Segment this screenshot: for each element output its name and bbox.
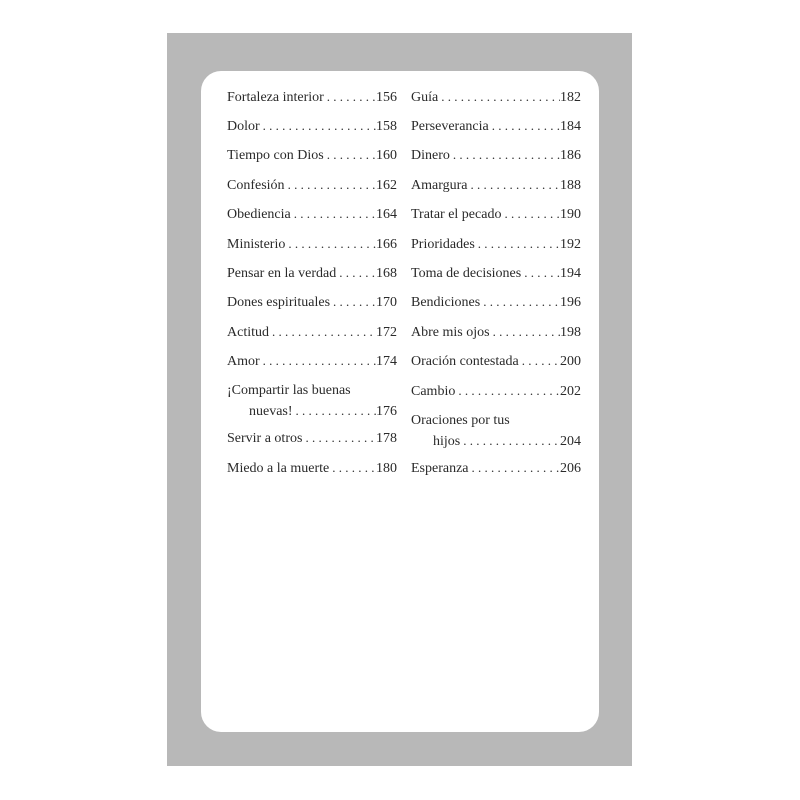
toc-entry [411,413,581,449]
toc-entry-page: 184 [560,119,581,134]
toc-entry-title: Prioridades [411,237,475,252]
toc-entry-page: 192 [560,237,581,252]
dot-leader [490,324,560,339]
toc-entry [227,147,397,163]
toc-entry-page: 180 [376,461,397,476]
toc-entry-page: 162 [376,178,397,193]
toc-entry-title: Miedo a la muerte [227,461,330,476]
toc-entry [227,324,397,340]
toc-entry-page: 198 [560,325,581,340]
toc-entry-page: 200 [560,354,581,369]
toc-entry-title: Toma de decisiones [411,266,522,281]
dot-leader [291,206,376,221]
toc-entry-title: Confesión [227,178,285,193]
dot-leader [329,460,376,475]
toc-entry-title-cont: hijos [433,434,461,449]
toc-entry [227,236,397,252]
dot-leader [260,353,376,368]
toc-entry-page: 186 [560,148,581,163]
toc-entry-title: Oración contestada [411,354,519,369]
dot-leader [285,236,376,251]
dot-leader [302,430,376,445]
dot-leader [324,89,376,104]
toc-entry-title: Tiempo con Dios [227,148,324,163]
toc-entry-title: Oraciones por tus [411,413,510,428]
toc-entry-title: Ministerio [227,237,286,252]
toc-entry-page: 160 [376,148,397,163]
dot-leader [475,236,560,251]
toc-entry-title: Dinero [411,148,450,163]
dot-leader [450,147,560,162]
toc-entry-page: 182 [560,90,581,105]
toc-entry-page: 172 [376,325,397,340]
dot-leader [519,353,560,368]
toc-entry [411,460,581,476]
toc-entry [227,353,397,369]
toc-entry-page: 178 [376,431,397,446]
toc-entry [411,383,581,399]
toc-entry [227,118,397,134]
dot-leader [460,433,560,448]
toc-entry [227,383,397,419]
toc-entry-title: Dolor [227,119,260,134]
dot-leader [336,265,376,280]
toc-entry [411,118,581,134]
toc-entry [227,265,397,281]
toc-entry-page: 170 [376,295,397,310]
toc-entry-page: 156 [376,90,397,105]
dot-leader [330,294,376,309]
toc-entry [227,430,397,446]
toc-entry-title: Perseverancia [411,119,489,134]
toc-entry-title: Guía [411,90,439,105]
dot-leader [501,206,560,221]
toc-entry [411,236,581,252]
toc-entry [227,294,397,310]
dot-leader [269,324,376,339]
toc-entry [411,265,581,281]
dot-leader [455,383,560,398]
dot-leader [324,147,376,162]
toc-entry [411,294,581,310]
dot-leader [293,403,376,418]
toc-entry-title: Servir a otros [227,431,303,446]
toc-entry-title-cont: nuevas! [249,404,293,419]
dot-leader [468,177,561,192]
toc-entry-page: 206 [560,461,581,476]
toc-entry-title: Pensar en la verdad [227,266,337,281]
toc-entry-page: 164 [376,207,397,222]
toc-entry-title: Dones espirituales [227,295,331,310]
toc-entry-title: ¡Compartir las buenas [227,383,351,398]
toc-entry-title: Tratar el pecado [411,207,502,222]
dot-leader [438,89,560,104]
toc-entry-page: 188 [560,178,581,193]
toc-entry-title: Obediencia [227,207,291,222]
dot-leader [285,177,376,192]
toc-entry [227,460,397,476]
toc-entry-page: 174 [376,354,397,369]
toc-entry [411,324,581,340]
toc-entry-title: Fortaleza interior [227,90,324,105]
toc-entry-page: 176 [376,404,397,419]
toc-entry [411,206,581,222]
toc-entry-page: 194 [560,266,581,281]
toc-entry [411,177,581,193]
toc-entry-page: 190 [560,207,581,222]
toc-entry [411,147,581,163]
toc-entry-page: 166 [376,237,397,252]
toc-entry-title: Cambio [411,384,456,399]
toc-entry [227,206,397,222]
toc-entry [227,89,397,105]
toc-entry-page: 158 [376,119,397,134]
dot-leader [521,265,560,280]
toc-entry [411,89,581,105]
toc-entry-title: Abre mis ojos [411,325,490,340]
toc-entry-page: 196 [560,295,581,310]
toc-entry [227,177,397,193]
toc-entry-title: Amargura [411,178,468,193]
toc-entry-title: Esperanza [411,461,469,476]
toc-entry-page: 202 [560,384,581,399]
toc-entry-title: Bendiciones [411,295,481,310]
toc-entry-title: Amor [227,354,260,369]
dot-leader [480,294,560,309]
toc-entry [411,353,581,369]
toc-entry-page: 168 [376,266,397,281]
toc-entry-page: 204 [560,434,581,449]
dot-leader [489,118,560,133]
toc-entry-title: Actitud [227,325,269,340]
dot-leader [260,118,376,133]
dot-leader [469,460,560,475]
